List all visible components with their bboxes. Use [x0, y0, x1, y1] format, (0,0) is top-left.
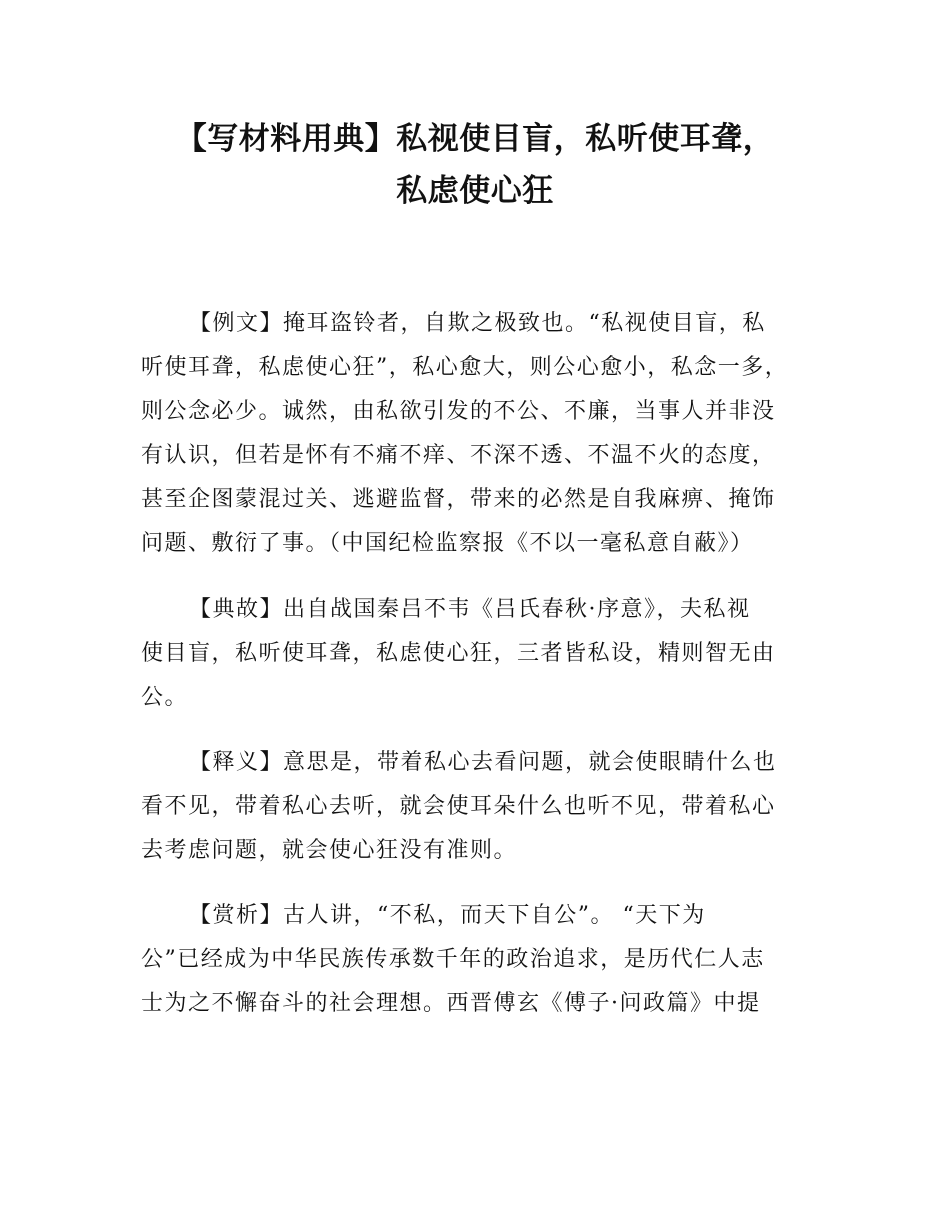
paragraph-line: 【赏析】古人讲，“不私，而天下自公”。 “天下为 [189, 903, 706, 929]
paragraph-line: 去考虑问题，就会使心狂没有准则。 [141, 838, 518, 864]
paragraph-example [141, 302, 821, 567]
document-title [100, 113, 850, 217]
title-line-1: 【写材料用典】私视使目盲，私听使耳聋， [175, 121, 775, 157]
paragraph-line: 士为之不懈奋斗的社会理想。西晋傅玄《傅子·问政篇》中提 [141, 991, 761, 1017]
paragraph-spacer [141, 720, 821, 741]
paragraph-line: 公。 [141, 684, 189, 710]
paragraph-line: 【典故】出自战国秦吕不韦《吕氏春秋·序意》，夫私视 [189, 596, 751, 622]
paragraph-line: 【例文】掩耳盗铃者，自欺之极致也。“私视使目盲，私 [189, 311, 766, 336]
document-body [141, 302, 821, 1026]
paragraph-appreciation [141, 894, 821, 1026]
paragraph-line: 问题、敷衍了事。（中国纪检监察报《不以一毫私意自蔽》） [141, 531, 754, 557]
paragraph-allusion [141, 588, 821, 720]
paragraph-line: 有认识，但若是怀有不痛不痒、不深不透、不温不火的态度， [141, 443, 776, 469]
paragraph-spacer [141, 873, 821, 894]
paragraph-line: 看不见，带着私心去听，就会使耳朵什么也听不见，带着私心 [141, 793, 776, 819]
paragraph-line: 甚至企图蒙混过关、逃避监督，带来的必然是自我麻痹、掩饰 [141, 487, 776, 513]
title-line-2: 私虑使心狂 [396, 173, 554, 209]
paragraph-line: 则公念必少。诚然，由私欲引发的不公、不廉，当事人并非没 [141, 399, 776, 425]
paragraph-meaning [141, 741, 821, 873]
paragraph-spacer [141, 567, 821, 588]
paragraph-line: 听使耳聋，私虑使心狂”，私心愈大，则公心愈小，私念一多， [141, 355, 789, 381]
paragraph-line: 【释义】意思是，带着私心去看问题，就会使眼睛什么也 [189, 749, 777, 775]
paragraph-line: 使目盲，私听使耳聋，私虑使心狂，三者皆私设，精则智无由 [141, 640, 776, 666]
paragraph-line: 公”已经成为中华民族传承数千年的政治追求，是历代仁人志 [141, 947, 765, 973]
